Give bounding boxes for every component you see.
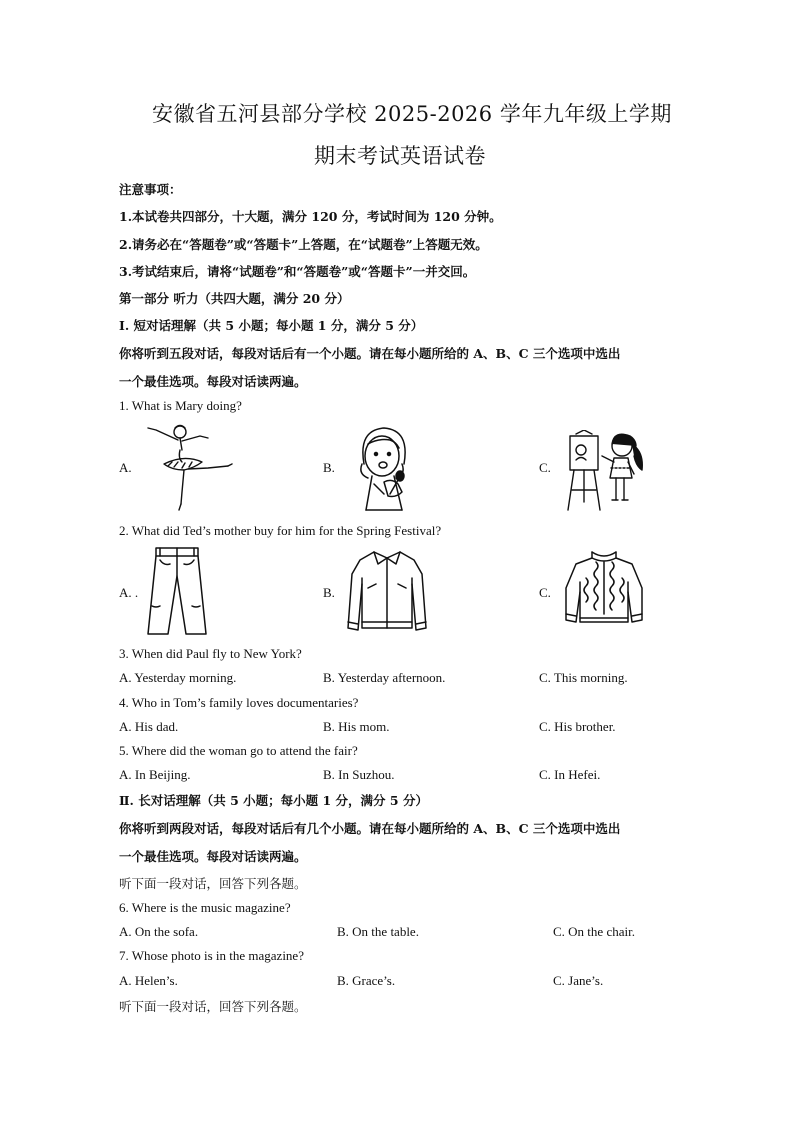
q2-option-c-label: C.	[539, 585, 551, 600]
section2-heading: Ⅱ. 长对话理解（共 5 小题；每小题 1 分，满分 5 分）	[119, 793, 428, 808]
q3-option-b: B. Yesterday afternoon.	[323, 670, 446, 685]
question-3-stem: 3. When did Paul fly to New York?	[119, 646, 302, 661]
q1-option-b-label: B.	[323, 460, 335, 475]
painting-girl-icon	[566, 430, 652, 512]
section2-instruction-1: 你将听到两段对话，每段对话后有几个小题。请在每小题所给的 A、B、C 三个选项中选出	[119, 821, 621, 836]
note-item-2: 2.请务必在“答题卷”或“答题卡”上答题，在“试题卷”上答题无效。	[119, 237, 488, 252]
q4-option-c: C. His brother.	[539, 719, 616, 734]
section1-instruction-2: 一个最佳选项。每段对话读两遍。	[119, 374, 307, 389]
exam-title-line2: 期末考试英语试卷	[314, 144, 486, 168]
sweater-icon	[562, 548, 646, 634]
question-5-stem: 5. Where did the woman go to attend the fair?	[119, 743, 358, 758]
q7-option-c: C. Jane’s.	[553, 973, 604, 988]
q1-option-c-label: C.	[539, 460, 551, 475]
trousers-icon	[146, 546, 208, 638]
q7-option-a: A. Helen’s.	[119, 973, 178, 988]
q4-option-b: B. His mom.	[323, 719, 390, 734]
q2-option-b-label: B.	[323, 585, 335, 600]
listen-instruction-1: 听下面一段对话，回答下列各题。	[119, 876, 307, 891]
q5-option-b: B. In Suzhou.	[323, 767, 395, 782]
section1-heading: Ⅰ. 短对话理解（共 5 小题；每小题 1 分，满分 5 分）	[119, 318, 424, 333]
q6-option-b: B. On the table.	[337, 924, 419, 939]
question-4-stem: 4. Who in Tom’s family loves documentaries?	[119, 695, 359, 710]
q3-option-a: A. Yesterday morning.	[119, 670, 237, 685]
q5-option-c: C. In Hefei.	[539, 767, 601, 782]
section2-instruction-2: 一个最佳选项。每段对话读两遍。	[119, 849, 307, 864]
jacket-icon	[344, 548, 430, 636]
q7-option-b: B. Grace’s.	[337, 973, 396, 988]
notes-heading: 注意事项：	[119, 182, 182, 197]
q2-option-a-label: A. .	[119, 585, 139, 600]
question-7-stem: 7. Whose photo is in the magazine?	[119, 948, 304, 963]
q4-option-a: A. His dad.	[119, 719, 179, 734]
question-1-stem: 1. What is Mary doing?	[119, 398, 242, 413]
question-2-stem: 2. What did Ted’s mother buy for him for the Spring Festival?	[119, 523, 442, 538]
question-6-stem: 6. Where is the music magazine?	[119, 900, 291, 915]
note-item-1: 1.本试卷共四部分，十大题，满分 120 分，考试时间为 120 分钟。	[119, 209, 502, 224]
note-item-3: 3.考试结束后，请将“试题卷”和“答题卷”或“答题卡”一并交回。	[119, 264, 476, 279]
q6-option-c: C. On the chair.	[553, 924, 635, 939]
q6-option-a: A. On the sofa.	[119, 924, 199, 939]
q5-option-a: A. In Beijing.	[119, 767, 191, 782]
q3-option-c: C. This morning.	[539, 670, 628, 685]
ballet-dancer-icon	[142, 420, 234, 514]
exam-title-line1: 安徽省五河县部分学校 2025-2026 学年九年级上学期	[152, 102, 672, 126]
singing-girl-icon	[344, 424, 420, 512]
q1-option-a-label: A.	[119, 460, 132, 475]
section1-instruction-1: 你将听到五段对话，每段对话后有一个小题。请在每小题所给的 A、B、C 三个选项中选出	[119, 346, 621, 361]
listen-instruction-2: 听下面一段对话，回答下列各题。	[119, 999, 307, 1014]
part1-heading: 第一部分 听力（共四大题，满分 20 分）	[119, 291, 350, 306]
